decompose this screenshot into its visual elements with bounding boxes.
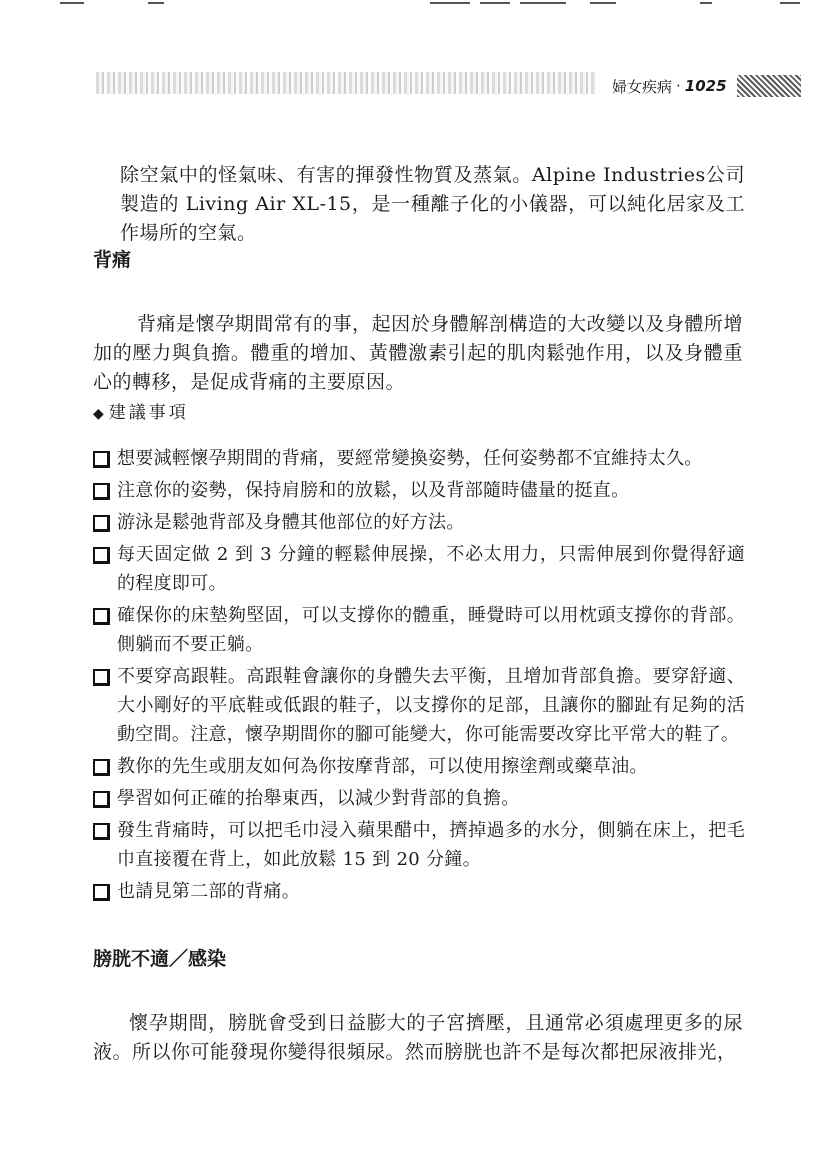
list-item [93, 508, 745, 537]
bladder-paragraph: 懷孕期間，膀胱會受到日益膨大的子宮擠壓，且通常必須處理更多的尿液。所以你可能發現你變得很頻尿。然而膀胱也許不是每次都把尿液排光， [93, 1012, 743, 1063]
list-item [93, 540, 745, 598]
advice-item-text: 教你的先生或朋友如何為你按摩背部，可以使用擦塗劑或藥草油。 [117, 756, 648, 777]
list-item [93, 816, 745, 874]
checkbox-icon [93, 791, 110, 808]
header-decorative-band [96, 72, 596, 94]
checkbox-icon [93, 759, 110, 776]
checkbox-icon [93, 884, 110, 901]
list-item [93, 601, 745, 659]
list-item [93, 444, 745, 473]
advice-item-text: 發生背痛時，可以把毛巾浸入蘋果醋中，擠掉過多的水分，側躺在床上，把毛巾直接覆在背上，如此放鬆 15 到 20 分鐘。 [117, 820, 745, 870]
list-item [93, 476, 745, 505]
header-ornament [737, 75, 801, 97]
checkbox-icon [93, 608, 110, 625]
list-item [93, 752, 745, 781]
advice-item-text: 也請見第二部的背痛。 [117, 881, 300, 902]
scan-edge-marks [0, 0, 829, 10]
checkbox-icon [93, 451, 110, 468]
advice-item-text: 確保你的床墊夠堅固，可以支撐你的體重，睡覺時可以用枕頭支撐你的背部。側躺而不要正躺。 [117, 605, 745, 655]
header-separator: · [676, 77, 681, 95]
advice-item-text: 游泳是鬆弛背部及身體其他部位的好方法。 [117, 512, 465, 533]
back-pain-paragraph: 背痛是懷孕期間常有的事，起因於身體解剖構造的大改變以及身體所增加的壓力與負擔。體重的增加、黃體激素引起的肌肉鬆弛作用，以及身體重心的轉移，是促成背痛的主要原因。 [93, 313, 743, 393]
checkbox-icon [93, 483, 110, 500]
section-heading-bladder: 膀胱不適／感染 [93, 948, 227, 970]
advice-item-text: 每天固定做 2 到 3 分鐘的輕鬆伸展操，不必太用力，只需伸展到你覺得舒適的程度即可。 [117, 544, 745, 594]
advice-list [93, 444, 745, 909]
checkbox-icon [93, 547, 110, 564]
advice-item-text: 學習如何正確的抬舉東西，以減少對背部的負擔。 [117, 788, 520, 809]
page-number: 1025 [684, 77, 727, 95]
list-item [93, 662, 745, 749]
advice-item-text: 不要穿高跟鞋。高跟鞋會讓你的身體失去平衡，且增加背部負擔。要穿舒適、大小剛好的平底鞋或低跟的鞋子，以支撐你的足部，且讓你的腳趾有足夠的活動空間。注意，懷孕期間你的腳可能變大，你可能需要改穿比平常大的鞋了。 [117, 666, 745, 745]
diamond-bullet-icon: ◆ [93, 406, 107, 422]
list-item [93, 877, 745, 906]
advice-heading [93, 398, 189, 423]
checkbox-icon [93, 515, 110, 532]
checkbox-icon [93, 823, 110, 840]
advice-heading-label: 建議事項 [108, 403, 189, 423]
advice-item-text: 注意你的姿勢，保持肩膀和的放鬆，以及背部隨時儘量的挺直。 [117, 480, 630, 501]
section-heading-back-pain: 背痛 [93, 249, 132, 271]
chapter-title: 婦女疾病 [612, 77, 673, 96]
list-item [93, 784, 745, 813]
checkbox-icon [93, 669, 110, 686]
advice-item-text: 想要減輕懷孕期間的背痛，要經常變換姿勢，任何姿勢都不宜維持太久。 [117, 448, 703, 469]
running-header [612, 74, 801, 98]
intro-paragraph: 除空氣中的怪氣味、有害的揮發性物質及蒸氣。Alpine Industries公司製造的 Living Air XL-15，是一種離子化的小儀器，可以純化居家及工作場所的空氣。 [120, 164, 745, 244]
